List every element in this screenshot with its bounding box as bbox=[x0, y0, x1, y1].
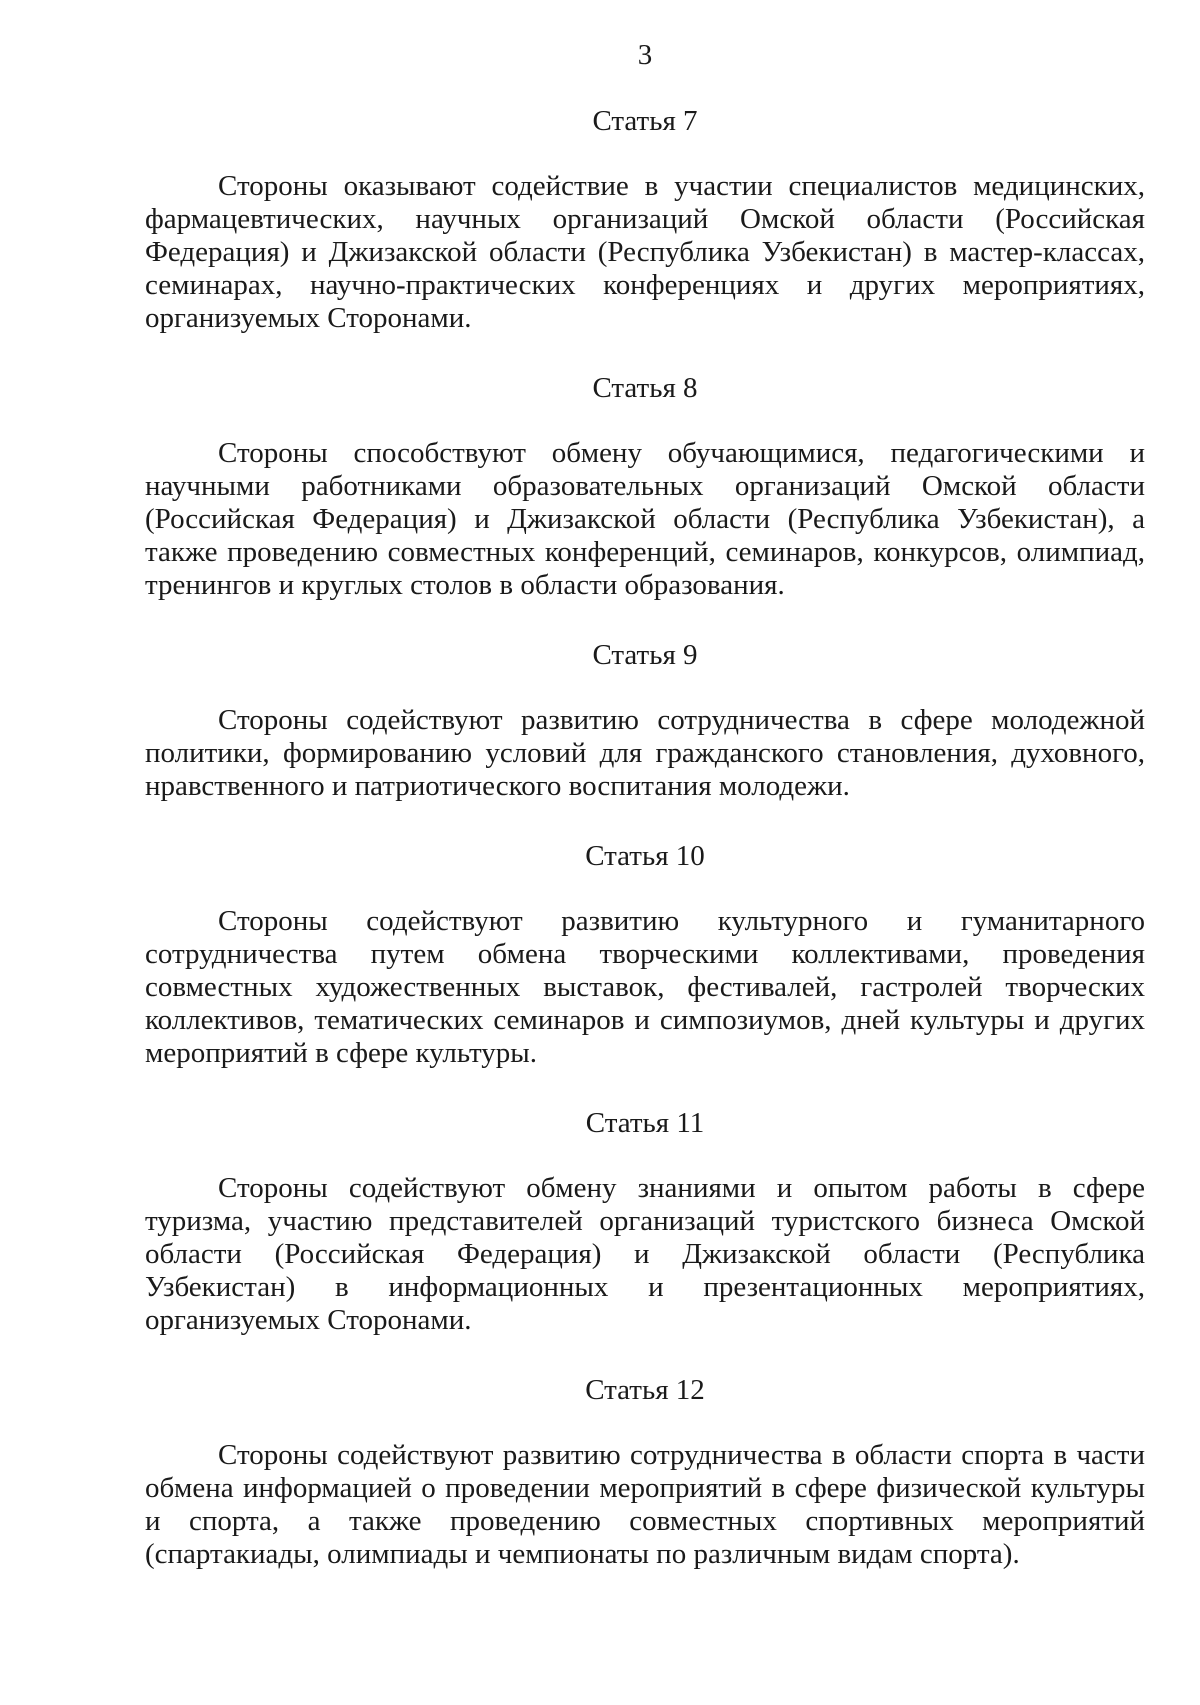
article-heading: Статья 12 bbox=[585, 1374, 705, 1406]
article-heading: Статья 11 bbox=[585, 1107, 705, 1139]
article-paragraph: Стороны содействуют развитию сотрудничества в области спорта в части обмена информацией о проведении мероприятий в сфере физической культуры и спорта, а также проведению совместных спортивных мероприятий (спартакиады, олимпиады и чемпионаты по различным видам спорта). bbox=[145, 1439, 1145, 1570]
article-paragraph: Стороны содействуют развитию сотрудничества в сфере молодежной политики, формированию условий для гражданского становления, духовного, нравственного и патриотического воспитания молодежи. bbox=[145, 704, 1145, 802]
article-heading: Статья 8 bbox=[592, 372, 698, 404]
article-paragraph: Стороны оказывают содействие в участии специалистов медицинских, фармацевтических, научных организаций Омской области (Российская Федерация) и Джизакской области (Республика Узбекистан) в мастер-классах, семинарах, научно-практических конференциях и других мероприятиях, организуемых Сторонами. bbox=[145, 170, 1145, 334]
document-body bbox=[145, 104, 1145, 1607]
article-paragraph: Стороны содействуют развитию культурного и гуманитарного сотрудничества путем обмена творческими коллективами, проведения совместных художественных выставок, фестивалей, гастролей творческих коллективов, тематических семинаров и симпозиумов, дней культуры и других мероприятий в сфере культуры. bbox=[145, 905, 1145, 1069]
article-9 bbox=[145, 638, 1145, 803]
article-12 bbox=[145, 1373, 1145, 1571]
article-heading: Статья 10 bbox=[585, 840, 705, 872]
page-number: 3 bbox=[637, 39, 653, 71]
article-heading: Статья 7 bbox=[592, 105, 698, 137]
article-11 bbox=[145, 1106, 1145, 1337]
article-10 bbox=[145, 839, 1145, 1070]
article-paragraph: Стороны содействуют обмену знаниями и опытом работы в сфере туризма, участию представителей организаций туристского бизнеса Омской области (Российская Федерация) и Джизакской области (Республика Узбекистан) в информационных и презентационных мероприятиях, организуемых Сторонами. bbox=[145, 1172, 1145, 1336]
article-8 bbox=[145, 371, 1145, 602]
article-heading: Статья 9 bbox=[592, 639, 698, 671]
article-paragraph: Стороны способствуют обмену обучающимися, педагогическими и научными работниками образовательных организаций Омской области (Российская Федерация) и Джизакской области (Республика Узбекистан), а также проведению совместных конференций, семинаров, конкурсов, олимпиад, тренингов и круглых столов в области образования. bbox=[145, 437, 1145, 601]
article-7 bbox=[145, 104, 1145, 335]
